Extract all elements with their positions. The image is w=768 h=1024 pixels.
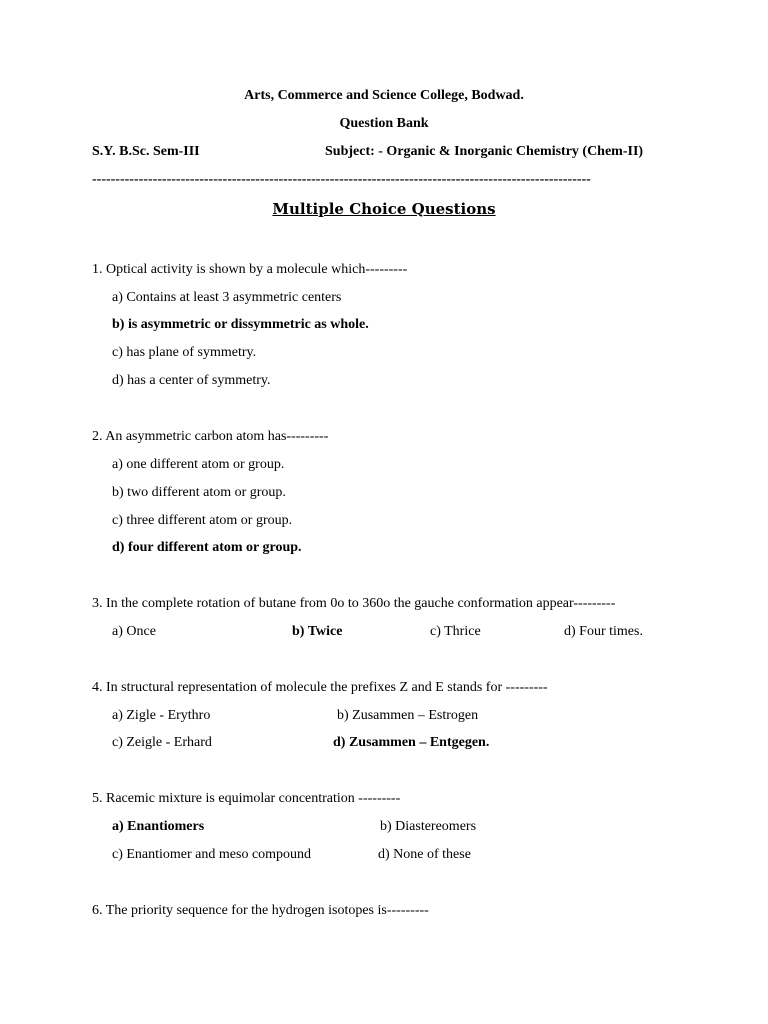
option-d-answer: d) four different atom or group. (112, 540, 302, 555)
subject: Subject: - Organic & Inorganic Chemistry (Chem-II) (325, 144, 644, 159)
option-c: c) Thrice (430, 624, 481, 639)
option-d-answer: d) Zusammen – Entgegen. (333, 735, 490, 750)
option-b: b) Zusammen – Estrogen (337, 708, 479, 723)
divider-rule: ----------------------------------------------------------------------------------------------------------- (92, 172, 591, 187)
section-title: Multiple Choice Questions (272, 200, 496, 218)
option-b: b) Diastereomers (380, 819, 477, 834)
question-text: 2. An asymmetric carbon atom has--------- (92, 429, 329, 444)
option-a: a) Once (112, 624, 156, 639)
option-d: d) None of these (378, 847, 471, 862)
option-c: c) has plane of symmetry. (112, 345, 257, 360)
option-d: d) Four times. (564, 624, 643, 639)
question-text: 6. The priority sequence for the hydrogen isotopes is--------- (92, 903, 429, 918)
question-text: 3. In the complete rotation of butane from 0o to 360o the gauche conformation appear--------- (92, 596, 616, 611)
option-a: a) Contains at least 3 asymmetric centers (112, 290, 342, 305)
option-a-answer: a) Enantiomers (112, 819, 205, 834)
doc-type: Question Bank (339, 116, 429, 131)
option-c: c) Enantiomer and meso compound (112, 847, 312, 862)
option-a: a) one different atom or group. (112, 457, 285, 472)
option-b: b) two different atom or group. (112, 485, 286, 500)
option-d: d) has a center of symmetry. (112, 373, 271, 388)
option-b-answer: b) is asymmetric or dissymmetric as whole. (112, 317, 369, 332)
question-text: 4. In structural representation of molecule the prefixes Z and E stands for --------- (92, 680, 548, 695)
question-text: 1. Optical activity is shown by a molecule which--------- (92, 262, 408, 277)
option-c: c) Zeigle - Erhard (112, 735, 212, 750)
question-text: 5. Racemic mixture is equimolar concentration --------- (92, 791, 401, 806)
option-b-answer: b) Twice (292, 624, 343, 639)
college-name: Arts, Commerce and Science College, Bodwad. (244, 88, 524, 103)
option-c: c) three different atom or group. (112, 513, 293, 528)
class-name: S.Y. B.Sc. Sem-III (92, 144, 200, 159)
option-a: a) Zigle - Erythro (112, 708, 211, 723)
